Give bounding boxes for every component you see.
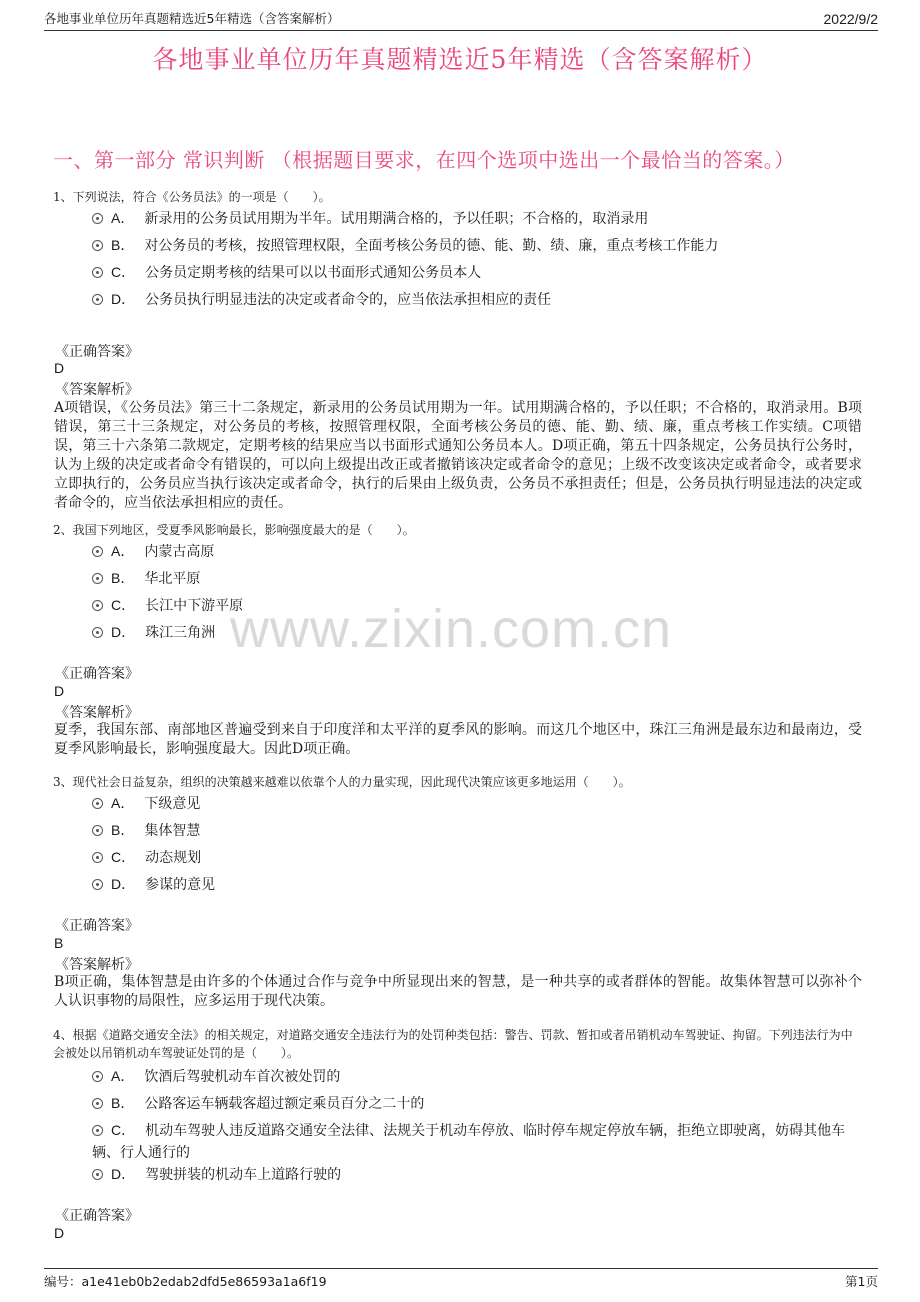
radio-icon[interactable]	[92, 546, 103, 557]
question-stem: 1、下列说法，符合《公务员法》的一项是（ ）。	[53, 190, 331, 204]
radio-icon[interactable]	[92, 879, 103, 890]
analysis-text: 夏季，我国东部、南部地区普遍受到来自于印度洋和太平洋的夏季风的影响。而这几个地区中，珠江三角洲是最东边和最南边，受夏季风影响最长，影响强度最大。因此D项正确。	[54, 722, 862, 757]
option-a[interactable]: A． 内蒙古高原	[92, 540, 862, 563]
radio-icon[interactable]	[92, 798, 103, 809]
document-id: 编号：a1e41eb0b2edab2dfd5e86593a1a6f19	[44, 1274, 327, 1289]
option-b[interactable]: B． 公路客运车辆载客超过额定乘员百分之二十的	[92, 1092, 862, 1115]
question-stem: 3、现代社会日益复杂，组织的决策越来越难以依靠个人的力量实现，因此现代决策应该更多地运用（ ）。	[53, 775, 631, 789]
option-d[interactable]: D． 公务员执行明显违法的决定或者命令的，应当依法承担相应的责任	[92, 288, 862, 311]
option-c[interactable]: C． 动态规划	[92, 846, 862, 869]
answer-label: 《正确答案》	[55, 918, 139, 934]
analysis-label: 《答案解析》	[55, 382, 139, 398]
radio-icon[interactable]	[92, 825, 103, 836]
answer-label: 《正确答案》	[55, 344, 139, 360]
radio-icon[interactable]	[92, 1071, 103, 1082]
page-number: 第1页	[845, 1274, 878, 1289]
answer-value: D	[54, 683, 65, 699]
radio-icon[interactable]	[92, 1125, 103, 1136]
page-footer	[44, 1268, 878, 1290]
option-a[interactable]: A． 饮酒后驾驶机动车首次被处罚的	[92, 1065, 862, 1088]
analysis-text: A项错误，《公务员法》第三十二条规定，新录用的公务员试用期为一年。试用期满合格的，予以任职；不合格的，取消录用。B项错误，第三十三条规定，对公务员的考核，按照管理权限，全面考核公务员的德、能、勤、绩、廉，重点考核工作实绩。C项错误，第三十六条第二款规定，定期考核的结果应当以书面形式通知公务员本人。D项正确，第五十四条规定，公务员执行公务时，认为上级的决定或者命令有错误的，可以向上级提出改正或者撤销该决定或者命令的意见；上级不改变该决定或者命令，或者要求立即执行的，公务员应当执行该决定或者命令，执行的后果由上级负责，公务员不承担责任；但是，公务员执行明显违法的决定或者命令的，应当依法承担相应的责任。	[54, 400, 862, 511]
option-b[interactable]: B． 集体智慧	[92, 819, 862, 842]
radio-icon[interactable]	[92, 600, 103, 611]
radio-icon[interactable]	[92, 1169, 103, 1180]
analysis-label: 《答案解析》	[55, 705, 139, 721]
question-stem: 4、根据《道路交通安全法》的相关规定，对道路交通安全违法行为的处罚种类包括：警告、罚款、暂扣或者吊销机动车驾驶证、拘留。下列违法行为中会被处以吊销机动车驾驶证处罚的是（ ）。	[53, 1028, 853, 1060]
radio-icon[interactable]	[92, 240, 103, 251]
option-c[interactable]: C． 长江中下游平原	[92, 594, 862, 617]
header-doc-title: 各地事业单位历年真题精选近5年精选（含答案解析）	[44, 11, 340, 26]
option-b[interactable]: B． 对公务员的考核，按照管理权限，全面考核公务员的德、能、勤、绩、廉，重点考核工作能力	[92, 234, 862, 257]
radio-icon[interactable]	[92, 294, 103, 305]
answer-value: B	[54, 935, 64, 951]
option-d[interactable]: D． 参谋的意见	[92, 873, 862, 896]
option-a[interactable]: A． 新录用的公务员试用期为半年。试用期满合格的，予以任职；不合格的，取消录用	[92, 207, 862, 230]
analysis-text: B项正确，集体智慧是由许多的个体通过合作与竞争中所显现出来的智慧，是一种共享的或者群体的智能。故集体智慧可以弥补个人认识事物的局限性，应多运用于现代决策。	[54, 974, 862, 1009]
section-heading: 一、第一部分 常识判断 （根据题目要求，在四个选项中选出一个最恰当的答案。）	[53, 148, 795, 172]
option-d[interactable]: D． 驾驶拼装的机动车上道路行驶的	[92, 1163, 862, 1186]
option-d[interactable]: D． 珠江三角洲	[92, 621, 862, 644]
answer-value: D	[54, 1225, 65, 1241]
option-a[interactable]: A． 下级意见	[92, 792, 862, 815]
option-c[interactable]: C． 公务员定期考核的结果可以以书面形式通知公务员本人	[92, 261, 862, 284]
option-b[interactable]: B． 华北平原	[92, 567, 862, 590]
question-stem: 2、我国下列地区，受夏季风影响最长，影响强度最大的是（ ）。	[53, 523, 415, 537]
radio-icon[interactable]	[92, 1098, 103, 1109]
option-c[interactable]: C． 机动车驾驶人违反道路交通安全法律、法规关于机动车停放、临时停车规定停放车辆，拒绝立即驶离，妨碍其他车辆、行人通行的	[92, 1122, 846, 1161]
analysis-label: 《答案解析》	[55, 957, 139, 973]
radio-icon[interactable]	[92, 852, 103, 863]
page-header	[44, 10, 878, 31]
document-title: 各地事业单位历年真题精选近5年精选（含答案解析）	[152, 45, 768, 74]
answer-label: 《正确答案》	[55, 1208, 139, 1224]
radio-icon[interactable]	[92, 213, 103, 224]
radio-icon[interactable]	[92, 627, 103, 638]
answer-label: 《正确答案》	[55, 666, 139, 682]
radio-icon[interactable]	[92, 573, 103, 584]
radio-icon[interactable]	[92, 267, 103, 278]
answer-value: D	[54, 360, 65, 376]
watermark: www.zixin.com.cn	[230, 599, 673, 659]
header-date: 2022/9/2	[823, 11, 878, 27]
